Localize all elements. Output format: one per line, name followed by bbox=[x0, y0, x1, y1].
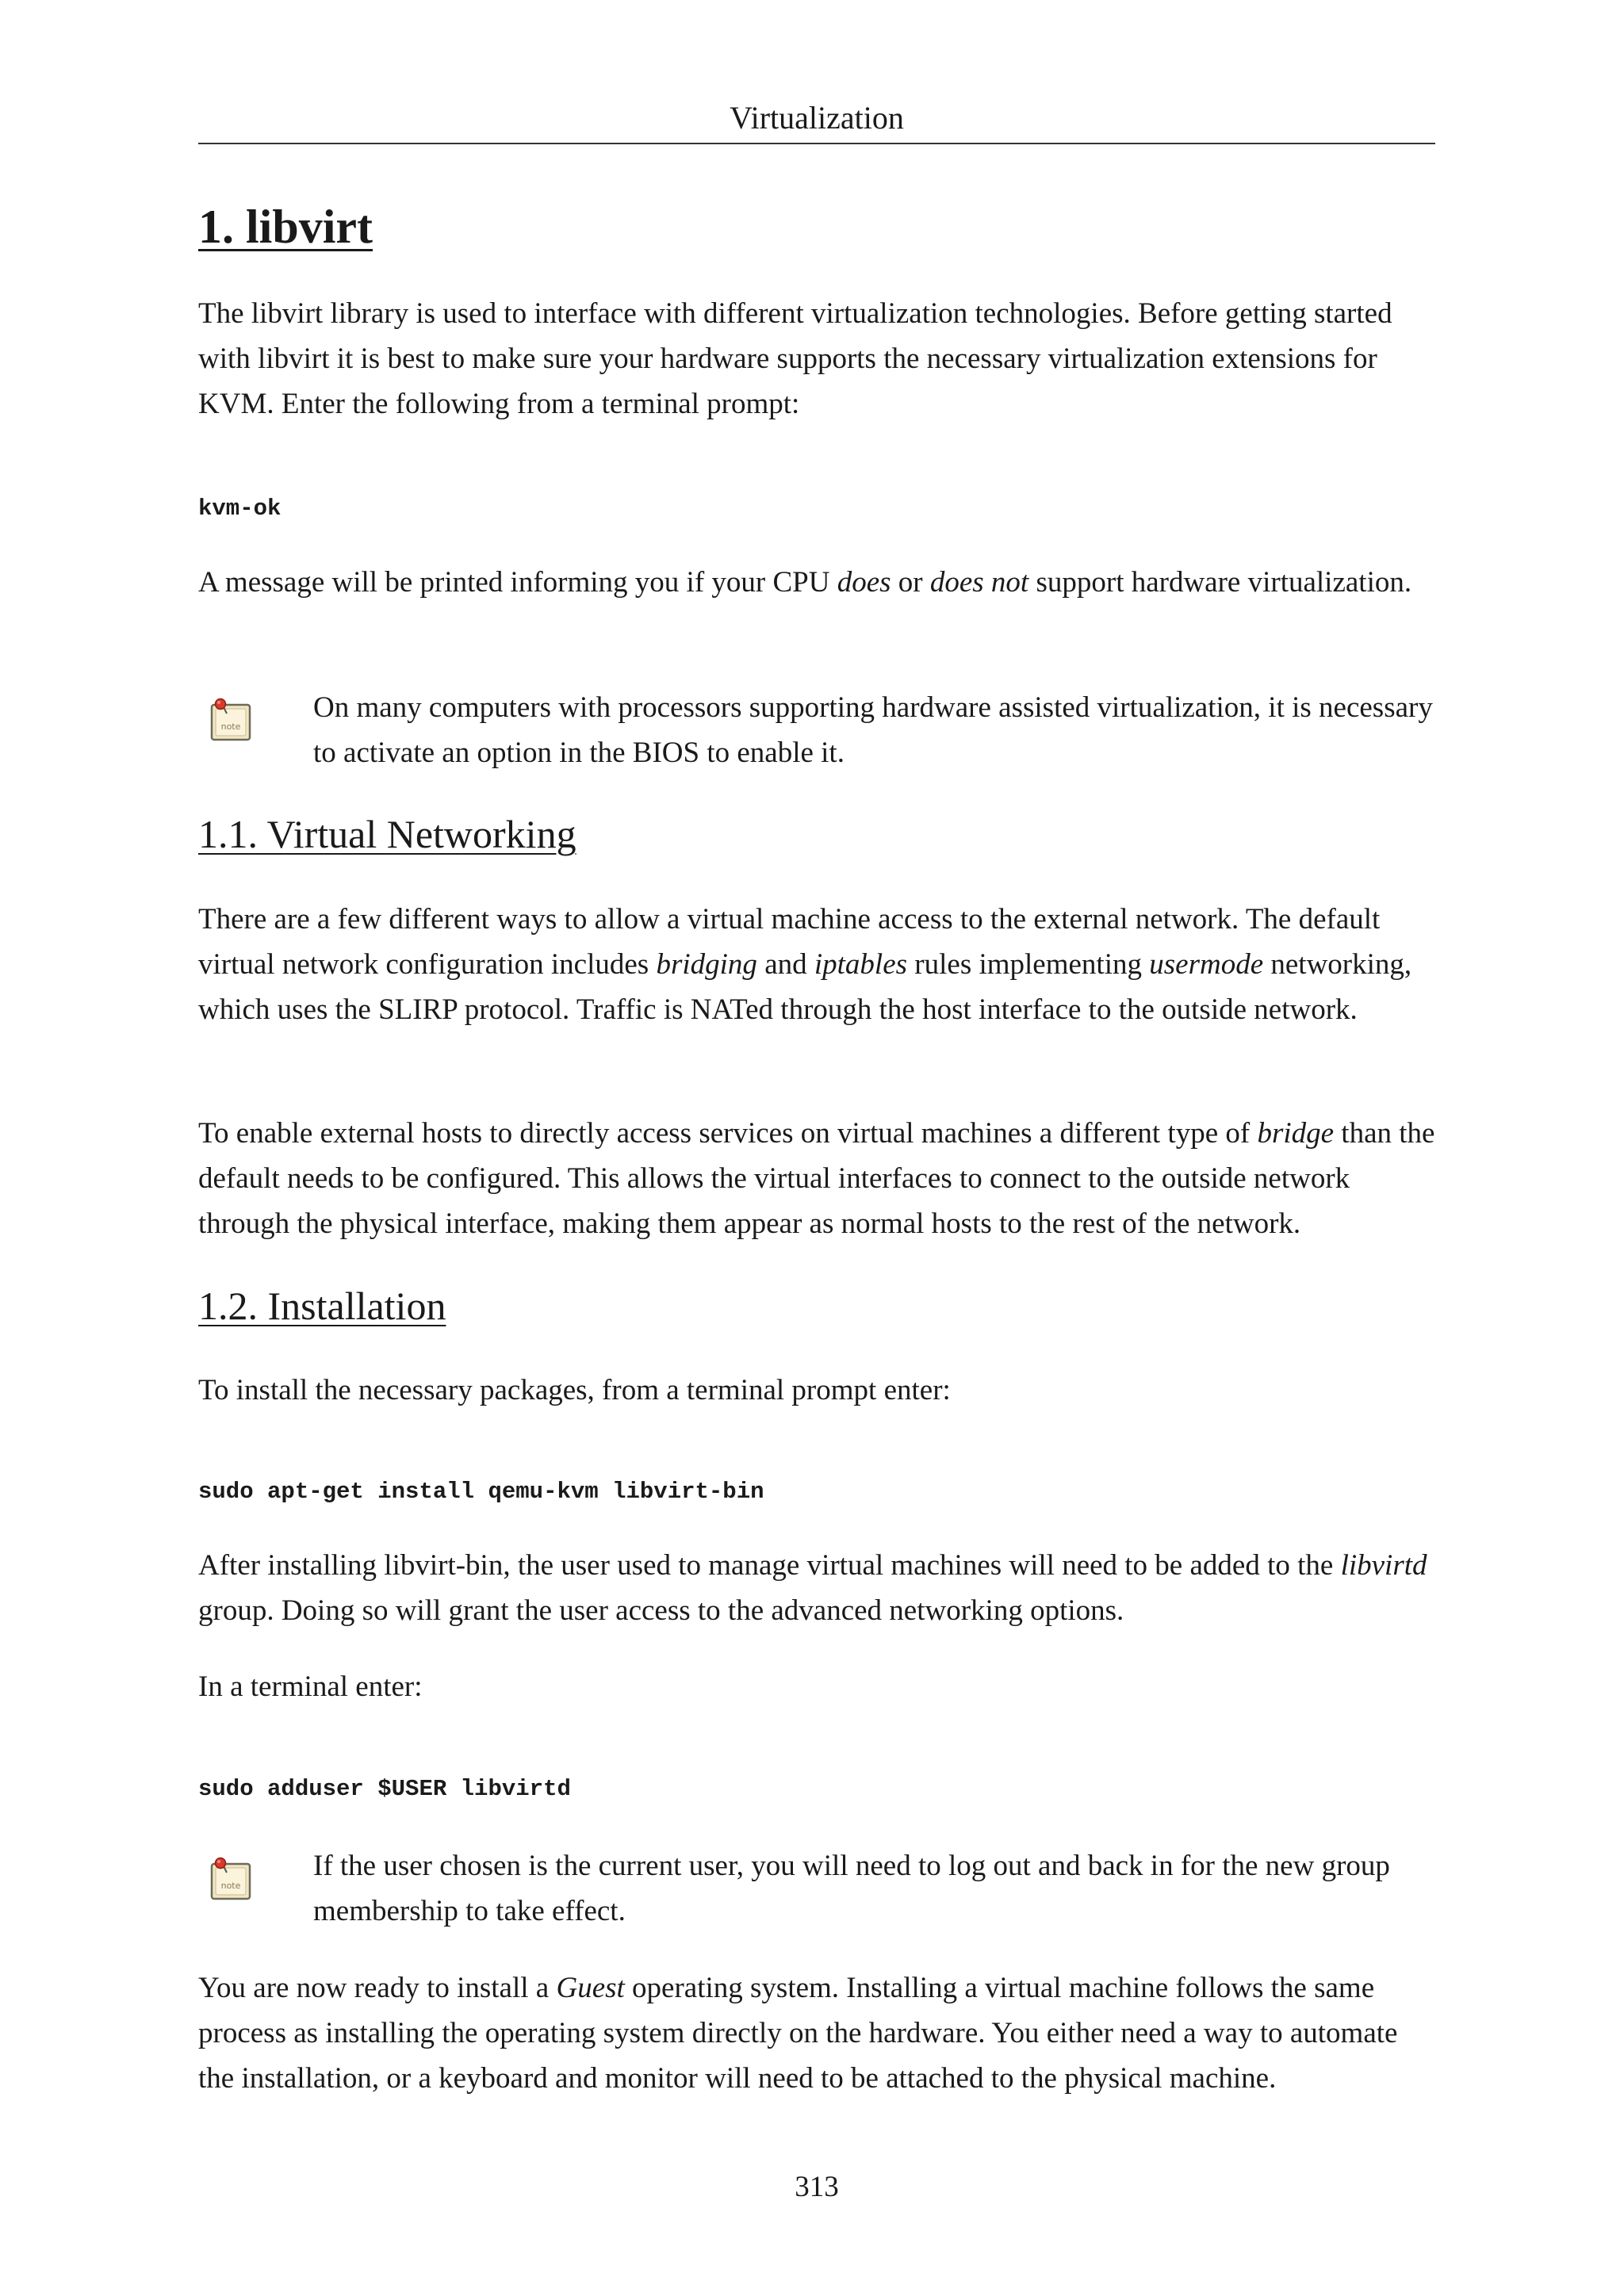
subsection-title-installation: 1.2. Installation bbox=[198, 1284, 446, 1328]
subsection-title-virtual-networking: 1.1. Virtual Networking bbox=[198, 812, 576, 856]
note-icon bbox=[209, 1857, 254, 1903]
note-icon-label: note bbox=[220, 721, 241, 732]
code-apt-get-install: sudo apt-get install qemu-kvm libvirt-bin bbox=[198, 1479, 764, 1505]
installation-paragraph-1: To install the necessary packages, from a terminal prompt enter: bbox=[198, 1374, 951, 1406]
installation-paragraph-4: You are now ready to install a Guest operating system. Installing a virtual machine follows the same process as installing the operating system directly on the hardware. You either need a way to automate the installation, or a keyboard and monitor will need to be attached to the physical machine. bbox=[198, 1972, 1398, 2095]
note-icon bbox=[209, 698, 254, 744]
note-text-bios: On many computers with processors supporting hardware assisted virtualization, it is necessary to activate an option in the BIOS to enable it. bbox=[313, 691, 1433, 769]
code-adduser: sudo adduser $USER libvirtd bbox=[198, 1776, 571, 1802]
note-text-group-membership: If the user chosen is the current user, you will need to log out and back in for the new group membership to take effect. bbox=[313, 1850, 1390, 1927]
section-title: 1. libvirt bbox=[198, 201, 373, 253]
intro-paragraph: The libvirt library is used to interface with different virtualization technologies. Before getting started with libvirt it is best to make sure your hardware supports the necessary virtualization extensions for KVM. Enter the following from a terminal prompt: bbox=[198, 297, 1392, 420]
running-head: Virtualization bbox=[730, 100, 904, 136]
code-kvm-ok: kvm-ok bbox=[198, 496, 282, 522]
installation-paragraph-3: In a terminal enter: bbox=[198, 1670, 423, 1703]
note-icon-label: note bbox=[220, 1881, 241, 1891]
header-rule bbox=[198, 143, 1435, 144]
networking-paragraph-2: To enable external hosts to directly access services on virtual machines a different type of bridge than the default needs to be configured. This allows the virtual interfaces to connect to the outside network through the physical interface, making them appear as normal hosts to the rest of the network. bbox=[198, 1117, 1435, 1240]
networking-paragraph-1: There are a few different ways to allow a virtual machine access to the external network. The default virtual network configuration includes bridging and iptables rules implementing usermode networking, which uses the SLIRP protocol. Traffic is NATed through the host interface to the outside network. bbox=[198, 903, 1412, 1026]
page-number: 313 bbox=[795, 2171, 839, 2203]
installation-paragraph-2: After installing libvirt-bin, the user used to manage virtual machines will need to be added to the libvirtd group. Doing so will grant the user access to the advanced networking options. bbox=[198, 1549, 1427, 1627]
message-paragraph: A message will be printed informing you if your CPU does or does not support hardware virtualization. bbox=[198, 566, 1412, 599]
